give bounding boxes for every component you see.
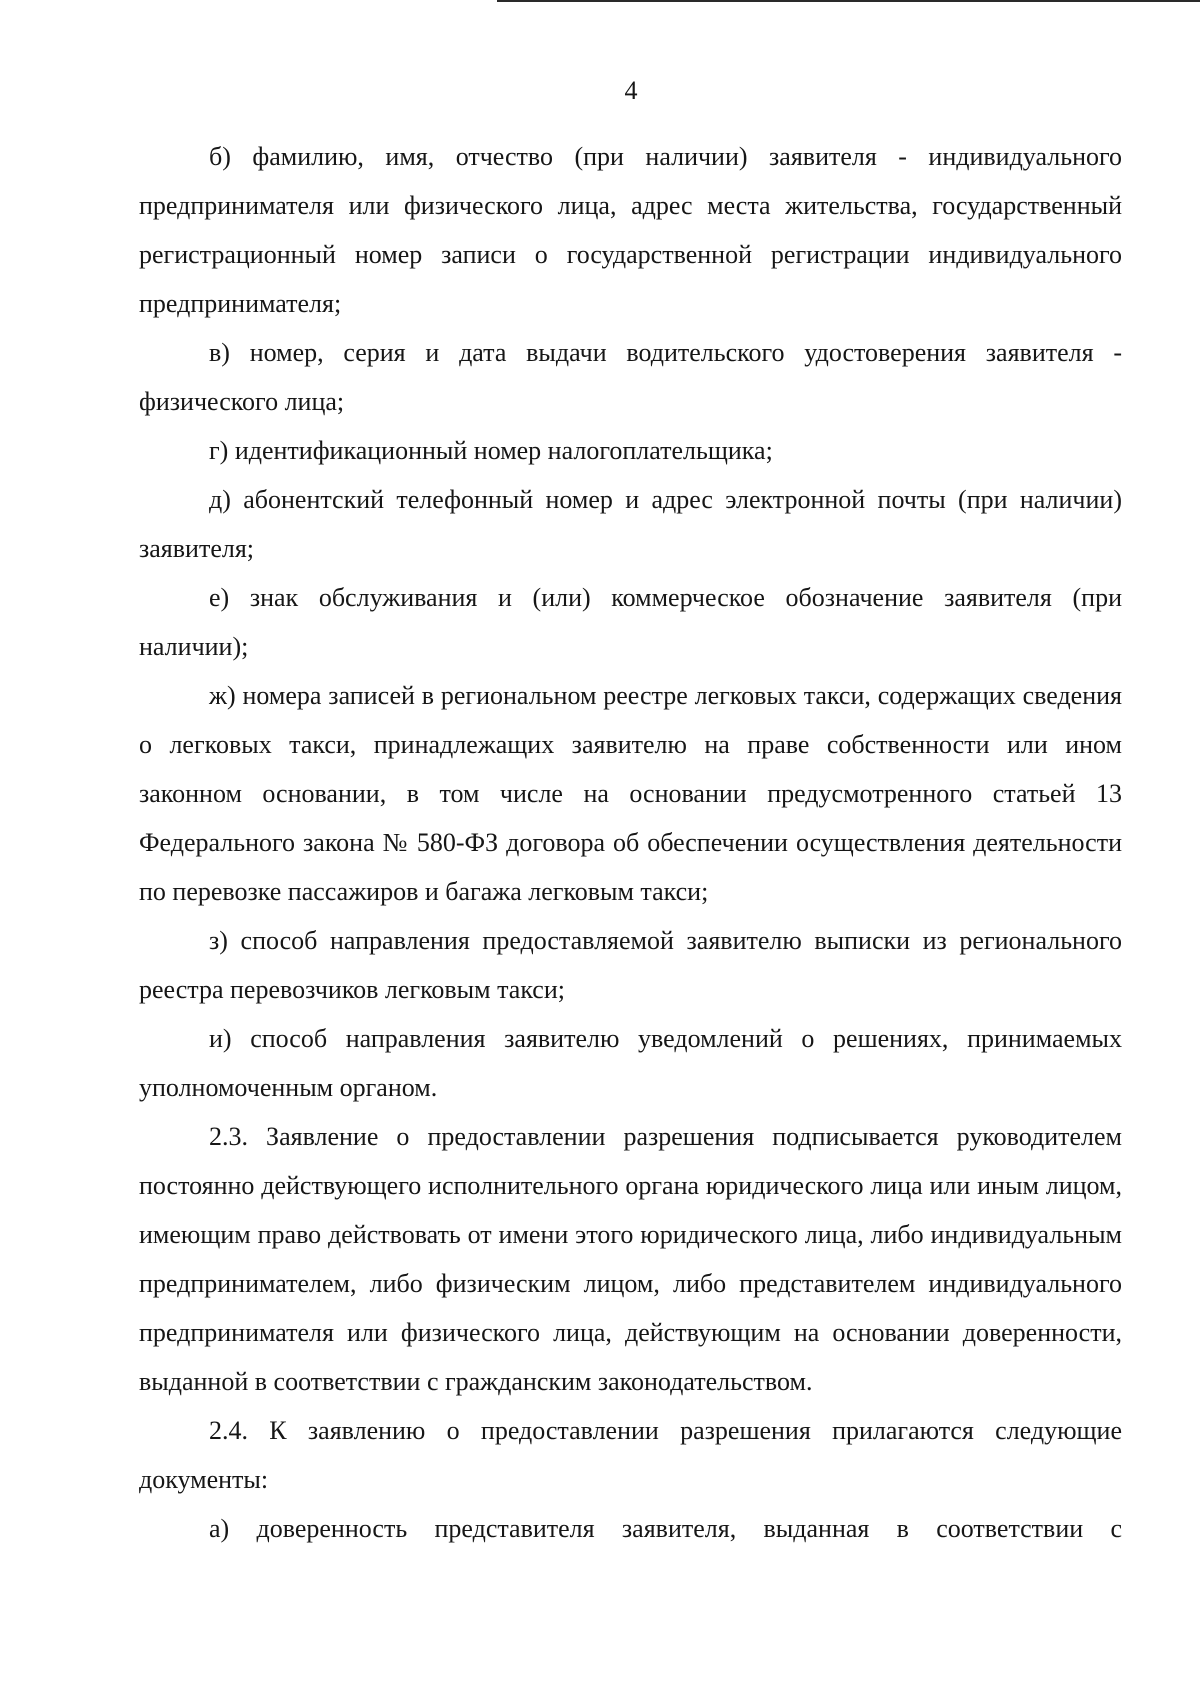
paragraph-g: г) идентификационный номер налогоплательщика; — [209, 436, 773, 465]
paragraph-v: в) номер, серия и дата выдачи водительского удостоверения заявителя - физического лица; — [139, 338, 1122, 416]
paragraph-e: е) знак обслуживания и (или) коммерческое обозначение заявителя (при наличии); — [139, 583, 1122, 661]
paragraph-z: з) способ направления предоставляемой заявителю выписки из регионального реестра перевозчиков легковым такси; — [139, 926, 1122, 1004]
paragraph-d: д) абонентский телефонный номер и адрес электронной почты (при наличии) заявителя; — [139, 485, 1122, 563]
top-border-line — [497, 0, 1200, 2]
paragraph-2-3: 2.3. Заявление о предоставлении разрешения подписывается руководителем постоянно действующего исполнительного органа юридического лица или иным лицом, имеющим право действовать от имени этого юридического лица, либо индивидуальным предпринимателем, либо физическим лицом, либо представителем индивидуального предпринимателя или физического лица, действующим на основании доверенности, выданной в соответствии с гражданским законодательством. — [139, 1122, 1122, 1396]
paragraph-2-4: 2.4. К заявлению о предоставлении разрешения прилагаются следующие документы: — [139, 1416, 1122, 1494]
paragraph-zh: ж) номера записей в региональном реестре легковых такси, содержащих сведения о легковых такси, принадлежащих заявителю на праве собственности или ином законном основании, в том числе на основании предусмотренного статьей 13 Федерального закона № 580-ФЗ договора об обеспечении осуществления деятельности по перевозке пассажиров и багажа легковым такси; — [139, 681, 1122, 906]
paragraph-a: а) доверенность представителя заявителя, выданная в соответствии с — [209, 1514, 1122, 1543]
document-body — [139, 132, 1122, 1553]
paragraph-b: б) фамилию, имя, отчество (при наличии) заявителя - индивидуального предпринимателя или физического лица, адрес места жительства, государственный регистрационный номер записи о государственной регистрации индивидуального предпринимателя; — [139, 142, 1122, 318]
page-number: 4 — [624, 76, 638, 105]
paragraph-i: и) способ направления заявителю уведомлений о решениях, принимаемых уполномоченным органом. — [139, 1024, 1122, 1102]
